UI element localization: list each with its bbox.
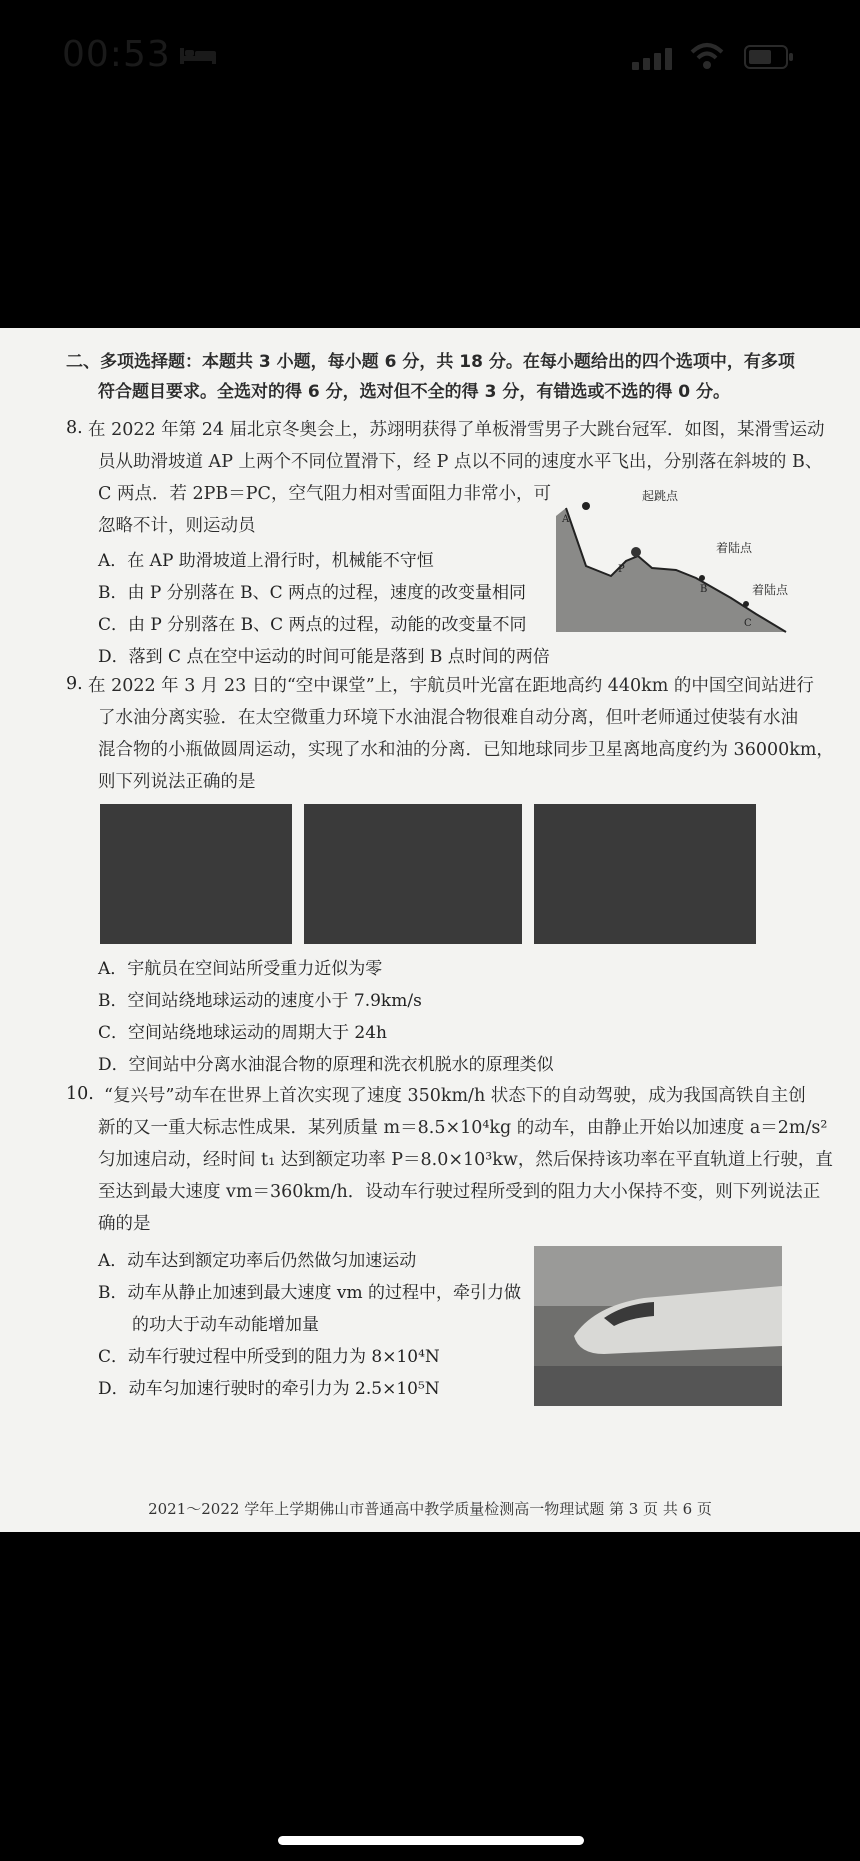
- home-indicator[interactable]: [278, 1836, 584, 1845]
- exam-page: [0, 328, 860, 1532]
- figure-label-land2: 着陆点: [752, 583, 788, 597]
- q10-option-a: A．动车达到额定功率后仍然做匀加速运动: [98, 1251, 417, 1271]
- figure-label-jump: 起跳点: [642, 489, 679, 503]
- q8-text-line: 忽略不计，则运动员: [98, 516, 256, 536]
- q8-text-line: 员从助滑坡道 AP 上两个不同位置滑下，经 P 点以不同的速度水平飞出，分别落在斜坡的 B、: [98, 452, 823, 472]
- q10-option-b-cont: 的功大于动车动能增加量: [132, 1315, 319, 1335]
- q9-option-a: A．宇航员在空间站所受重力近似为零: [98, 959, 383, 979]
- q9-text-line: 则下列说法正确的是: [98, 772, 256, 792]
- q8-option-a: A．在 AP 助滑坡道上滑行时，机械能不守恒: [98, 551, 434, 571]
- q9-option-b: B．空间站绕地球运动的速度小于 7.9km/s: [98, 991, 422, 1011]
- q8-number: 8.: [66, 418, 83, 438]
- q10-option-c: C．动车行驶过程中所受到的阻力为 8×10⁴N: [98, 1347, 440, 1367]
- ski-slope-figure: [556, 486, 788, 636]
- q9-option-c: C．空间站绕地球运动的周期大于 24h: [98, 1023, 387, 1043]
- q10-text-line: 至达到最大速度 vm＝360km/h．设动车行驶过程所受到的阻力大小保持不变，则下列说法正: [98, 1182, 821, 1202]
- q9-text-line: 混合物的小瓶做圆周运动，实现了水和油的分离．已知地球同步卫星离地高度约为 36000km，: [98, 740, 834, 760]
- figure-label-b: B: [700, 584, 708, 595]
- page-footer: 2021～2022 学年上学期佛山市普通高中教学质量检测高一物理试题 第 3 页 共 6 页: [148, 1500, 712, 1518]
- astronaut-photo-1: [100, 804, 292, 944]
- figure-label-p: P: [618, 564, 625, 575]
- figure-label-a: A: [562, 514, 570, 525]
- q10-text-line: 确的是: [98, 1214, 151, 1234]
- q8-option-c: C．由 P 分别落在 B、C 两点的过程，动能的改变量不同: [98, 615, 527, 635]
- q9-text-line: 了水油分离实验．在太空微重力环境下水油混合物很难自动分离，但叶老师通过使装有水油: [98, 708, 798, 728]
- battery-icon: [744, 44, 794, 70]
- q9-option-d: D．空间站中分离水油混合物的原理和洗衣机脱水的原理类似: [98, 1055, 554, 1075]
- q10-number: 10.: [66, 1084, 94, 1104]
- cellular-signal-icon: [632, 48, 674, 70]
- status-bar: [0, 0, 860, 110]
- q9-number: 9.: [66, 674, 83, 694]
- status-time: 00:53: [62, 34, 171, 75]
- astronaut-photo-3: [534, 804, 756, 944]
- q10-text-line: 匀加速启动，经时间 t₁ 达到额定功率 P＝8.0×10³kw，然后保持该功率在平直轨道上行驶，直: [98, 1150, 833, 1170]
- q8-option-d: D．落到 C 点在空中运动的时间可能是落到 B 点时间的两倍: [98, 647, 550, 667]
- q8-text-line: 在 2022 年第 24 届北京冬奥会上，苏翊明获得了单板滑雪男子大跳台冠军．如图，某滑雪运动: [88, 420, 825, 440]
- figure-label-land1: 着陆点: [716, 541, 753, 555]
- q9-text-line: 在 2022 年 3 月 23 日的“空中课堂”上，宇航员叶光富在距地高约 440km 的中国空间站进行: [88, 676, 814, 696]
- q10-option-b: B．动车从静止加速到最大速度 vm 的过程中，牵引力做: [98, 1283, 522, 1303]
- q10-option-d: D．动车匀加速行驶时的牵引力为 2.5×10⁵N: [98, 1379, 440, 1399]
- bullet-train-photo: [534, 1246, 782, 1406]
- astronaut-photo-2: [304, 804, 522, 944]
- sleep-mode-icon: [180, 46, 216, 66]
- q10-text-line: “复兴号”动车在世界上首次实现了速度 350km/h 状态下的自动驾驶，成为我国高铁自主创: [104, 1086, 806, 1106]
- wifi-icon: [690, 42, 724, 70]
- figure-label-c: C: [744, 618, 752, 629]
- q10-text-line: 新的又一重大标志性成果．某列质量 m＝8.5×10⁴kg 的动车，由静止开始以加速度 a＝2m/s²: [98, 1118, 828, 1138]
- section-heading-line1: 二、多项选择题：本题共 3 小题，每小题 6 分，共 18 分。在每小题给出的四个选项中，有多项: [66, 352, 795, 372]
- section-heading-line2: 符合题目要求。全选对的得 6 分，选对但不全的得 3 分，有错选或不选的得 0 分。: [98, 382, 730, 402]
- q8-text-line: C 两点．若 2PB＝PC，空气阻力相对雪面阻力非常小，可: [98, 484, 551, 504]
- q8-option-b: B．由 P 分别落在 B、C 两点的过程，速度的改变量相同: [98, 583, 527, 603]
